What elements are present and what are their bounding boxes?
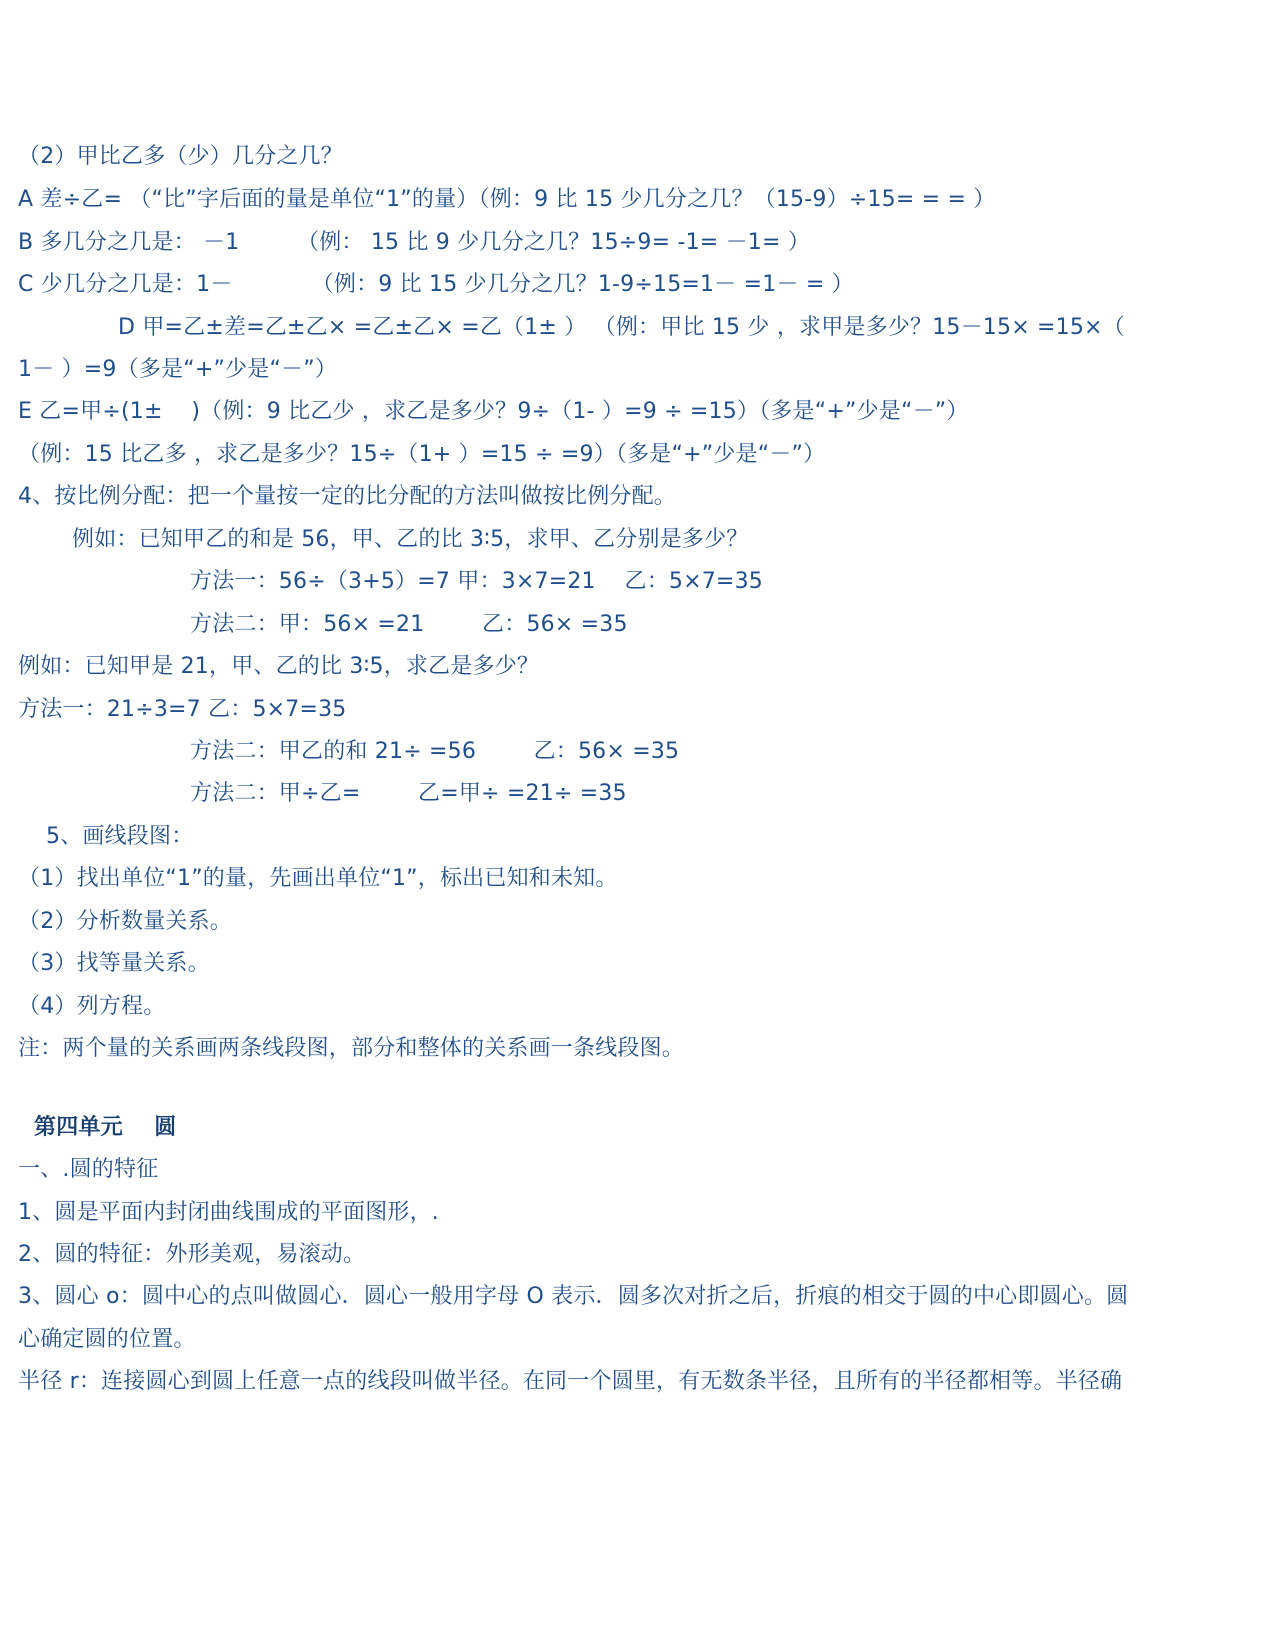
text-line: 1－ ）=9（多是“+”少是“－”） xyxy=(18,357,338,382)
text-line: E 乙=甲÷(1± )（例：9 比乙少 ，求乙是多少？9÷（1- ）=9 ÷ =15）（多是“+”少是“－”） xyxy=(18,399,969,424)
text-line: 方法二：甲÷乙= 乙=甲÷ =21÷ =35 xyxy=(190,781,627,806)
text-line: 方法二：甲乙的和 21÷ =56 乙：56× =35 xyxy=(190,739,680,764)
subsection-title: （2）甲比乙多（少）几分之几？ xyxy=(18,144,343,169)
text-line: A 差÷乙= （“比”字后面的量是单位“1”的量）（例：9 比 15 少几分之几？（15-9）÷15= = = ） xyxy=(18,187,996,212)
text-line: 方法一：21÷3=7 乙：5×7=35 xyxy=(18,697,347,722)
text-line: 注：两个量的关系画两条线段图，部分和整体的关系画一条线段图。 xyxy=(18,1036,685,1061)
text-line: 例如：已知甲是 21，甲、乙的比 3∶5，求乙是多少？ xyxy=(18,654,540,679)
text-line: 3、圆心 o：圆中心的点叫做圆心．圆心一般用字母 O 表示．圆多次对折之后，折痕的相交于圆的中心即圆心。圆 xyxy=(18,1284,1129,1309)
text-line: B 多几分之几是： －1 （例： 15 比 9 少几分之几？15÷9= -1= －1= ） xyxy=(18,230,811,255)
text-line: 1、圆是平面内封闭曲线围成的平面图形，. xyxy=(18,1200,439,1225)
text-line: C 少几分之几是：1－ （例：9 比 15 少几分之几？1-9÷15=1－ =1－ = ） xyxy=(18,272,854,297)
text-line: （2）分析数量关系。 xyxy=(18,909,232,934)
text-line: 半径 r：连接圆心到圆上任意一点的线段叫做半径。在同一个圆里，有无数条半径，且所有的半径都相等。半径确 xyxy=(18,1369,1123,1394)
text-line: 一、.圆的特征 xyxy=(18,1157,159,1182)
text-line: 4、按比例分配：把一个量按一定的比分配的方法叫做按比例分配。 xyxy=(18,484,676,509)
text-line: （例：15 比乙多 ，求乙是多少？15÷（1+ ）=15 ÷ =9）（多是“+”少是“－”） xyxy=(18,442,826,467)
text-line: 2、圆的特征：外形美观，易滚动。 xyxy=(18,1242,366,1267)
text-line: （3）找等量关系。 xyxy=(18,951,210,976)
text-line: 例如：已知甲乙的和是 56，甲、乙的比 3∶5，求甲、乙分别是多少？ xyxy=(72,527,749,552)
section-heading: 第四单元 圆 xyxy=(34,1115,177,1140)
text-line: （4）列方程。 xyxy=(18,994,166,1019)
text-line: D 甲=乙±差=乙±乙× =乙±乙× =乙（1± ） （例：甲比 15 少 ，求甲是多少？15－15× =15×（ xyxy=(118,315,1125,340)
text-line: 5、画线段图： xyxy=(46,824,194,849)
text-line: 方法二：甲：56× =21 乙：56× =35 xyxy=(190,612,628,637)
text-line: （1）找出单位“1”的量，先画出单位“1”，标出已知和未知。 xyxy=(18,866,618,891)
text-line: 方法一：56÷（3+5）=7 甲：3×7=21 乙：5×7=35 xyxy=(190,569,763,594)
text-line: 心确定圆的位置。 xyxy=(18,1327,196,1352)
